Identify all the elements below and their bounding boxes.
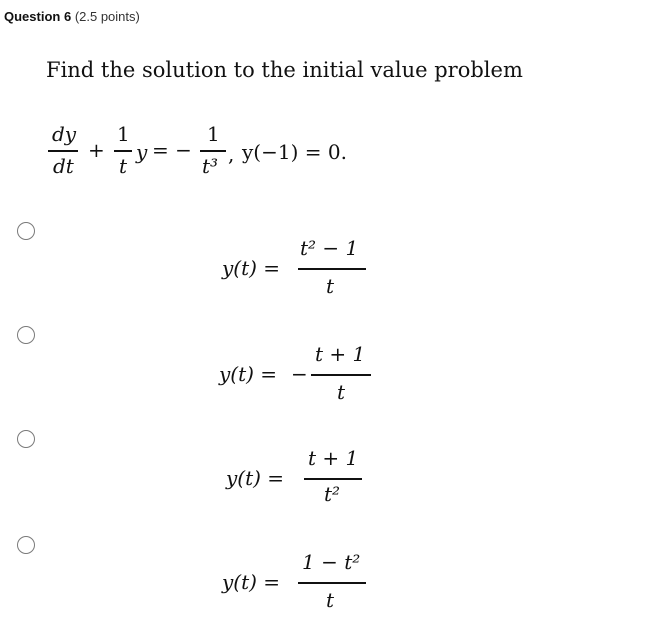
eq-one-a: 1 [117,122,130,146]
option-4[interactable] [222,550,382,614]
eq-t-a: t [119,154,128,178]
option-4-radio[interactable] [17,536,35,554]
option-1-frac-bar [298,268,366,270]
option-2-frac-bar [311,374,371,376]
option-1[interactable] [222,236,382,300]
option-3-denominator: t² [324,482,341,506]
option-4-numerator: 1 − t² [302,550,361,574]
option-1-lhs: y(t) = [222,256,281,280]
option-2-numerator: t + 1 [315,342,366,366]
option-2-sign: − [291,362,308,386]
option-3-numerator: t + 1 [308,446,359,470]
question-header [4,9,140,24]
question-number: Question 6 [4,9,72,24]
option-1-denominator: t [326,274,335,298]
question-points: (2.5 points) [74,9,140,24]
eq-dt: dt [53,154,74,178]
eq-plus: + [88,138,105,162]
option-3-radio[interactable] [17,430,35,448]
eq-comma: , [228,142,235,166]
option-3[interactable] [226,446,386,510]
eq-dy: dy [52,122,77,146]
eq-condition: y(−1) = 0. [242,140,347,164]
question-prompt: Find the solution to the initial value problem [46,58,523,82]
eq-one-b: 1 [207,122,220,146]
option-4-frac-bar [298,582,366,584]
eq-frac-bar-3 [200,150,226,152]
option-2-denominator: t [337,380,346,404]
option-2-radio[interactable] [17,326,35,344]
option-3-frac-bar [304,478,362,480]
eq-y: y [136,140,148,164]
option-4-denominator: t [326,588,335,612]
ivp-equation [48,120,388,180]
option-2[interactable] [219,342,379,406]
option-4-lhs: y(t) = [222,570,281,594]
option-1-numerator: t² − 1 [300,236,359,260]
option-1-radio[interactable] [17,222,35,240]
eq-equals-minus: = − [152,138,192,162]
eq-t3: t³ [202,154,219,178]
eq-frac-bar-2 [114,150,132,152]
eq-frac-bar-1 [48,150,78,152]
option-2-lhs: y(t) = [219,362,278,386]
option-3-lhs: y(t) = [226,466,285,490]
